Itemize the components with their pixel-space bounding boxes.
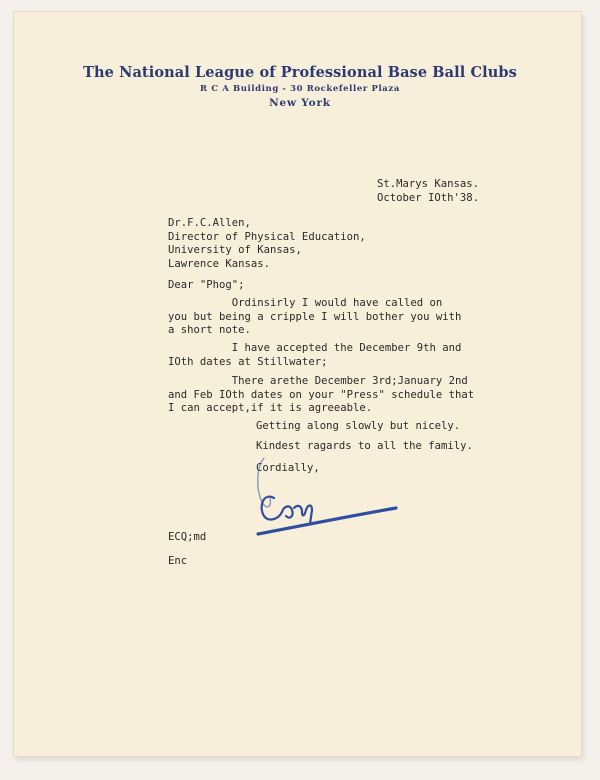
body-line: Getting along slowly but nicely. [256,420,461,432]
recipient-line: Director of Physical Education, [168,230,366,243]
body-line: Ordinsirly I would have called on [168,297,443,309]
body-line: and Feb IOth dates on your "Press" schedule that [168,388,475,401]
body-line: I have accepted the December 9th and [168,342,462,354]
handwritten-signature [250,450,400,540]
body-line: IOth dates at Stillwater; [168,355,328,368]
recipient-line: Dr.F.C.Allen, [168,217,251,229]
body-line: I can accept,if it is agreeable. [168,402,373,414]
enclosure-note: Enc [168,555,188,567]
date-place: St.Marys Kansas. [377,178,480,190]
typist-initials: ECQ;md [168,531,207,543]
letterhead [0,64,600,109]
letterhead-city: New York [269,97,331,109]
body-line: you but being a cripple I will bother you with [168,310,462,323]
body-line: There arethe December 3rd;January 2nd [168,375,468,387]
recipient-line: University of Kansas, [168,244,302,256]
date-line: October IOth'38. [377,191,480,204]
letterhead-organization: The National League of Professional Base Ball Clubs [83,64,517,81]
closing: Cordially, [256,462,320,474]
body-line: a short note. [168,324,251,336]
body-line: Kindest ragards to all the family. [256,440,473,452]
salutation: Dear "Phog"; [168,279,245,291]
letterhead-address: R C A Building - 30 Rockefeller Plaza [200,84,400,94]
recipient-line: Lawrence Kansas. [168,257,271,270]
